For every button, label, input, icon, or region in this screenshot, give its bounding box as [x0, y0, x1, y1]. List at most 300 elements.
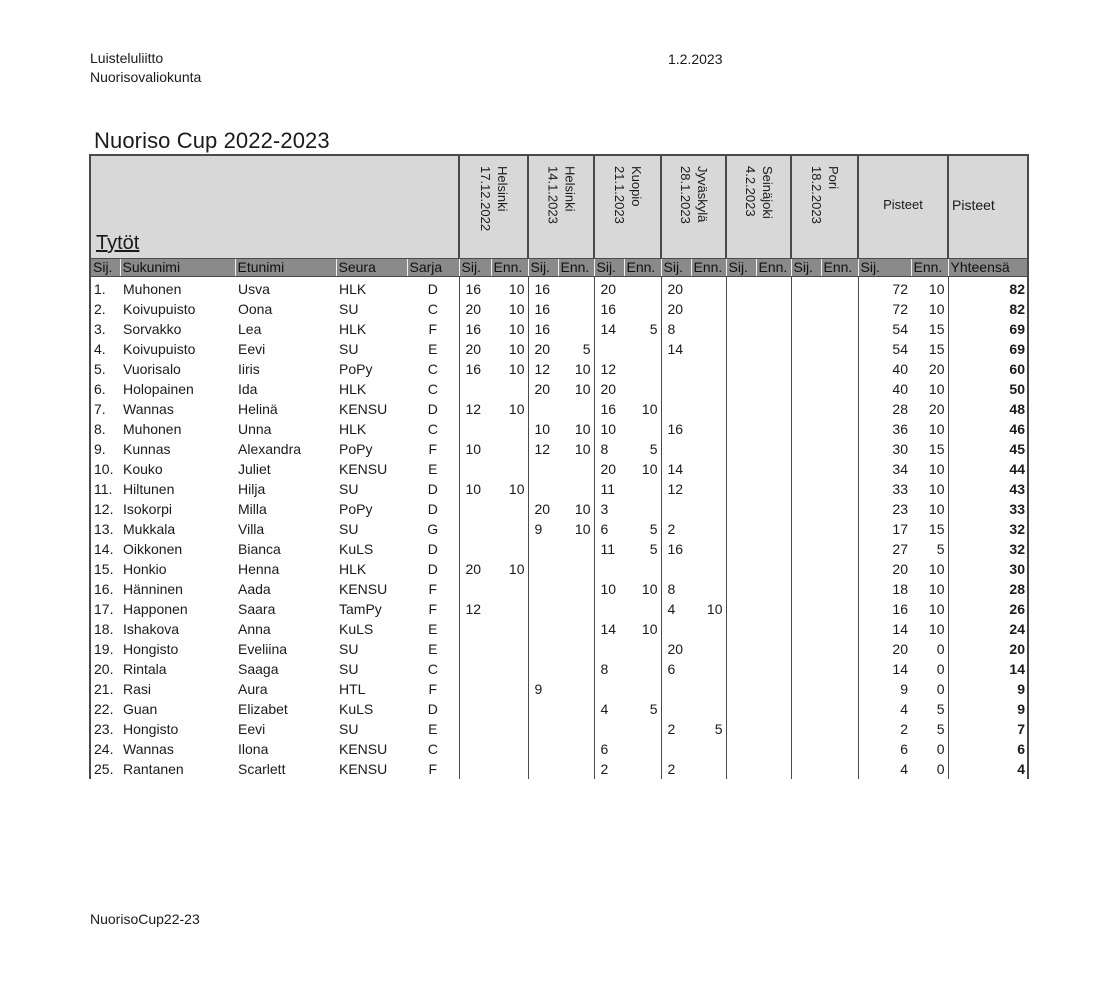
competition-city: Jyväskylä [695, 166, 710, 223]
rank-cell: 23. [90, 719, 120, 739]
participation-points-cell [821, 319, 858, 339]
points-enn-cell: 10 [928, 561, 945, 577]
points-sij-cell: 30 [858, 439, 911, 459]
placement-points-cell [726, 479, 756, 499]
total-points-cell: 28 [948, 579, 1028, 599]
series-cell: D [427, 501, 438, 517]
placement-points-cell [791, 339, 821, 359]
page-title: Nuoriso Cup 2022-2023 [94, 128, 330, 153]
firstname-cell: Eevi [238, 721, 266, 737]
club-cell: TamPy [339, 601, 382, 617]
col-series: Sarja [407, 259, 459, 277]
series-cell: G [427, 521, 439, 537]
participation-points-cell [821, 679, 858, 699]
placement-points-cell [594, 559, 624, 579]
participation-points-cell: 10 [641, 581, 658, 597]
club-cell: HLK [339, 561, 367, 577]
participation-points-cell [821, 459, 858, 479]
table-row [90, 739, 1028, 759]
participation-points-cell [691, 479, 726, 499]
participation-points-cell [821, 379, 858, 399]
points-enn-cell: 10 [928, 581, 945, 597]
table-row [90, 439, 1028, 459]
series-cell: D [427, 561, 438, 577]
col-surname: Sukunimi [120, 259, 235, 277]
participation-points-cell [821, 419, 858, 439]
table-row [90, 359, 1028, 379]
rank-cell: 14. [90, 539, 120, 559]
total-points-cell: 26 [948, 599, 1028, 619]
participation-points-cell: 5 [649, 521, 658, 537]
col-enn: Enn. [558, 259, 594, 277]
surname-cell: Rantanen [123, 761, 184, 777]
points-enn-cell: 10 [928, 601, 945, 617]
participation-points-cell [691, 519, 726, 539]
participation-points-cell [821, 277, 858, 300]
participation-points-cell: 5 [714, 721, 723, 737]
participation-points-cell [558, 579, 594, 599]
points-enn-cell: 10 [928, 621, 945, 637]
participation-points-cell [691, 319, 726, 339]
points-header: Pisteet [858, 155, 948, 259]
participation-points-cell [756, 759, 791, 779]
points-sij-cell: 18 [858, 579, 911, 599]
table-row [90, 319, 1028, 339]
placement-points-cell [726, 359, 756, 379]
firstname-cell: Saaga [238, 661, 279, 677]
col-sij: Sij. [594, 259, 624, 277]
firstname-cell: Ilona [238, 741, 269, 757]
placement-points-cell [726, 419, 756, 439]
participation-points-cell [756, 579, 791, 599]
points-sij-cell: 6 [858, 739, 911, 759]
participation-points-cell [691, 559, 726, 579]
participation-points-cell [558, 619, 594, 639]
placement-points-cell [791, 479, 821, 499]
surname-cell: Muhonen [123, 421, 182, 437]
placement-points-cell [459, 459, 491, 479]
surname-cell: Koivupuisto [123, 301, 196, 317]
placement-points-cell: 2 [661, 719, 691, 739]
results-table [89, 154, 1029, 779]
series-cell: E [428, 641, 438, 657]
participation-points-cell: 5 [649, 541, 658, 557]
total-points-cell: 9 [948, 699, 1028, 719]
rank-cell: 19. [90, 639, 120, 659]
placement-points-cell [791, 679, 821, 699]
total-points-cell: 14 [948, 659, 1028, 679]
total-points-cell: 46 [948, 419, 1028, 439]
participation-points-cell [821, 719, 858, 739]
points-sij-cell: 40 [858, 359, 911, 379]
placement-points-cell: 6 [594, 519, 624, 539]
surname-cell: Isokorpi [123, 501, 173, 517]
participation-points-cell [558, 719, 594, 739]
placement-points-cell [726, 679, 756, 699]
participation-points-cell [691, 539, 726, 559]
participation-points-cell [821, 439, 858, 459]
placement-points-cell [661, 559, 691, 579]
series-cell: C [427, 381, 438, 397]
participation-points-cell [491, 579, 528, 599]
total-points-cell: 24 [948, 619, 1028, 639]
placement-points-cell [528, 599, 558, 619]
placement-points-cell: 16 [459, 359, 491, 379]
participation-points-cell: 5 [649, 441, 658, 457]
org-committee: Nuorisovaliokunta [90, 69, 202, 85]
competition-header [661, 155, 726, 259]
firstname-cell: Usva [238, 281, 270, 297]
placement-points-cell [791, 399, 821, 419]
placement-points-cell: 20 [661, 639, 691, 659]
surname-cell: Rintala [123, 661, 167, 677]
participation-points-cell [491, 519, 528, 539]
participation-points-cell [624, 379, 661, 399]
participation-points-cell [691, 699, 726, 719]
participation-points-cell [558, 659, 594, 679]
placement-points-cell: 16 [594, 399, 624, 419]
club-cell: KENSU [339, 581, 388, 597]
points-sij-cell: 14 [858, 659, 911, 679]
participation-points-cell [491, 699, 528, 719]
total-points-cell: 45 [948, 439, 1028, 459]
rank-cell: 10. [90, 459, 120, 479]
surname-cell: Ishakova [123, 621, 180, 637]
table-row [90, 559, 1028, 579]
table-row [90, 719, 1028, 739]
placement-points-cell [459, 619, 491, 639]
participation-points-cell [691, 619, 726, 639]
placement-points-cell [726, 579, 756, 599]
participation-points-cell [756, 479, 791, 499]
points-enn-cell: 10 [928, 481, 945, 497]
placement-points-cell [726, 699, 756, 719]
placement-points-cell: 2 [661, 519, 691, 539]
placement-points-cell [791, 739, 821, 759]
rank-cell: 6. [90, 379, 120, 399]
col-sij: Sij. [459, 259, 491, 277]
col-enn: Enn. [691, 259, 726, 277]
placement-points-cell [528, 579, 558, 599]
participation-points-cell [691, 459, 726, 479]
participation-points-cell [756, 379, 791, 399]
participation-points-cell [624, 277, 661, 300]
placement-points-cell [726, 559, 756, 579]
series-cell: E [428, 341, 438, 357]
rank-cell: 11. [90, 479, 120, 499]
participation-points-cell [491, 639, 528, 659]
participation-points-cell [624, 759, 661, 779]
total-points-cell: 44 [948, 459, 1028, 479]
placement-points-cell: 8 [594, 439, 624, 459]
placement-points-cell [726, 339, 756, 359]
participation-points-cell [756, 619, 791, 639]
points-sij-cell: 27 [858, 539, 911, 559]
rank-cell: 18. [90, 619, 120, 639]
participation-points-cell [691, 659, 726, 679]
col-sij: Sij. [528, 259, 558, 277]
placement-points-cell: 8 [661, 319, 691, 339]
participation-points-cell: 10 [508, 561, 525, 577]
club-cell: KENSU [339, 761, 388, 777]
club-cell: SU [339, 341, 359, 357]
surname-cell: Happonen [123, 601, 188, 617]
total-points-cell: 48 [948, 399, 1028, 419]
placement-points-cell [459, 739, 491, 759]
results-body [90, 277, 1028, 780]
participation-points-cell [624, 739, 661, 759]
placement-points-cell [791, 277, 821, 300]
surname-cell: Hänninen [123, 581, 183, 597]
placement-points-cell [661, 739, 691, 759]
rank-cell: 21. [90, 679, 120, 699]
points-sij-cell: 33 [858, 479, 911, 499]
placement-points-cell [661, 699, 691, 719]
participation-points-cell [821, 599, 858, 619]
document-date: 1.2.2023 [668, 51, 723, 67]
surname-cell: Wannas [123, 401, 174, 417]
participation-points-cell [624, 559, 661, 579]
firstname-cell: Scarlett [238, 761, 286, 777]
points-enn-cell: 10 [928, 421, 945, 437]
total-points-cell: 43 [948, 479, 1028, 499]
participation-points-cell [491, 419, 528, 439]
series-cell: F [428, 441, 438, 457]
points-enn-cell: 15 [928, 341, 945, 357]
placement-points-cell [726, 319, 756, 339]
placement-points-cell: 11 [594, 479, 624, 499]
participation-points-cell: 10 [508, 281, 525, 297]
series-cell: C [427, 421, 438, 437]
table-row [90, 679, 1028, 699]
total-points-cell: 50 [948, 379, 1028, 399]
placement-points-cell: 11 [594, 539, 624, 559]
col-sij: Sij. [661, 259, 691, 277]
surname-cell: Vuorisalo [123, 361, 181, 377]
points-sij-cell: 20 [858, 639, 911, 659]
surname-cell: Guan [123, 701, 158, 717]
surname-cell: Oikkonen [123, 541, 183, 557]
table-row [90, 299, 1028, 319]
placement-points-cell [791, 619, 821, 639]
club-cell: SU [339, 721, 359, 737]
placement-points-cell [528, 639, 558, 659]
placement-points-cell: 14 [594, 319, 624, 339]
placement-points-cell [528, 459, 558, 479]
placement-points-cell: 12 [459, 599, 491, 619]
placement-points-cell [661, 379, 691, 399]
surname-cell: Muhonen [123, 281, 182, 297]
placement-points-cell: 16 [459, 319, 491, 339]
surname-cell: Holopainen [123, 381, 194, 397]
competition-date: 21.1.2023 [612, 166, 627, 224]
rank-cell: 24. [90, 739, 120, 759]
participation-points-cell [691, 739, 726, 759]
organization-heading [90, 49, 201, 87]
placement-points-cell: 16 [661, 419, 691, 439]
rank-cell: 4. [90, 339, 120, 359]
points-sij-cell: 54 [858, 339, 911, 359]
participation-points-cell [558, 479, 594, 499]
participation-points-cell [691, 399, 726, 419]
table-row [90, 419, 1028, 439]
series-cell: D [427, 481, 438, 497]
participation-points-cell [624, 299, 661, 319]
club-cell: KuLS [339, 621, 374, 637]
points-enn-cell: 0 [936, 741, 945, 757]
total-points-cell: 33 [948, 499, 1028, 519]
participation-points-cell: 10 [641, 401, 658, 417]
competition-city: Helsinki [562, 166, 578, 212]
col-enn: Enn. [821, 259, 858, 277]
participation-points-cell: 10 [706, 601, 723, 617]
total-points-cell: 4 [948, 759, 1028, 779]
club-cell: SU [339, 641, 359, 657]
points-enn-cell: 20 [928, 361, 945, 377]
total-points-cell: 32 [948, 519, 1028, 539]
points-enn-cell: 5 [936, 541, 945, 557]
club-cell: KuLS [339, 541, 374, 557]
points-enn-cell: 0 [936, 681, 945, 697]
participation-points-cell: 10 [574, 441, 591, 457]
placement-points-cell [594, 339, 624, 359]
placement-points-cell: 12 [528, 439, 558, 459]
participation-points-cell [624, 659, 661, 679]
points-enn-cell: 5 [936, 721, 945, 737]
participation-points-cell: 10 [508, 301, 525, 317]
total-points-cell: 82 [948, 299, 1028, 319]
competition-date: 14.1.2023 [545, 166, 561, 224]
table-row [90, 759, 1028, 779]
placement-points-cell: 4 [661, 599, 691, 619]
participation-points-cell [491, 439, 528, 459]
firstname-cell: Iiris [238, 361, 260, 377]
placement-points-cell: 14 [661, 459, 691, 479]
series-cell: F [428, 321, 438, 337]
competition-city: Pori [826, 166, 841, 190]
placement-points-cell [459, 679, 491, 699]
placement-points-cell [528, 759, 558, 779]
points-enn-cell: 10 [928, 461, 945, 477]
competition-header [726, 155, 791, 259]
competition-date: 17.12.2022 [478, 166, 493, 232]
placement-points-cell: 20 [594, 277, 624, 300]
table-row [90, 599, 1028, 619]
series-cell: F [428, 581, 438, 597]
participation-points-cell [756, 659, 791, 679]
table-row [90, 639, 1028, 659]
series-cell: F [428, 681, 438, 697]
participation-points-cell [821, 579, 858, 599]
total-points-cell: 30 [948, 559, 1028, 579]
participation-points-cell [558, 559, 594, 579]
participation-points-cell [756, 519, 791, 539]
participation-points-cell [491, 539, 528, 559]
participation-points-cell [491, 659, 528, 679]
participation-points-cell [491, 759, 528, 779]
placement-points-cell: 12 [459, 399, 491, 419]
placement-points-cell: 10 [594, 579, 624, 599]
placement-points-cell: 20 [528, 339, 558, 359]
club-cell: KENSU [339, 401, 388, 417]
participation-points-cell [821, 639, 858, 659]
col-firstname: Etunimi [235, 259, 336, 277]
participation-points-cell: 10 [508, 401, 525, 417]
participation-points-cell [821, 659, 858, 679]
placement-points-cell [726, 639, 756, 659]
club-cell: HLK [339, 421, 367, 437]
series-cell: E [428, 621, 438, 637]
placement-points-cell [594, 599, 624, 619]
rank-cell: 13. [90, 519, 120, 539]
participation-points-cell [558, 299, 594, 319]
participation-points-cell [821, 519, 858, 539]
placement-points-cell [791, 559, 821, 579]
placement-points-cell: 16 [661, 539, 691, 559]
placement-points-cell [791, 359, 821, 379]
placement-points-cell [459, 719, 491, 739]
table-row [90, 579, 1028, 599]
points-enn-cell: 20 [928, 401, 945, 417]
placement-points-cell: 20 [459, 559, 491, 579]
participation-points-cell [558, 679, 594, 699]
participation-points-cell [691, 759, 726, 779]
rank-cell: 17. [90, 599, 120, 619]
series-cell: E [428, 461, 438, 477]
participation-points-cell [624, 419, 661, 439]
participation-points-cell [624, 679, 661, 699]
surname-cell: Hongisto [123, 641, 179, 657]
placement-points-cell [661, 679, 691, 699]
participation-points-cell [558, 319, 594, 339]
points-enn-cell: 10 [928, 501, 945, 517]
series-cell: D [427, 701, 438, 717]
placement-points-cell [459, 759, 491, 779]
participation-points-cell: 10 [508, 361, 525, 377]
placement-points-cell: 2 [594, 759, 624, 779]
surname-cell: Wannas [123, 741, 174, 757]
participation-points-cell [821, 399, 858, 419]
placement-points-cell [726, 499, 756, 519]
placement-points-cell: 10 [459, 479, 491, 499]
series-cell: C [427, 301, 438, 317]
surname-cell: Kunnas [123, 441, 171, 457]
club-cell: KENSU [339, 741, 388, 757]
firstname-cell: Lea [238, 321, 262, 337]
placement-points-cell: 20 [528, 499, 558, 519]
competition-city: Kuopio [629, 166, 644, 207]
placement-points-cell: 8 [661, 579, 691, 599]
participation-points-cell [756, 359, 791, 379]
participation-points-cell [491, 619, 528, 639]
participation-points-cell [558, 539, 594, 559]
points-sij-cell: 4 [858, 699, 911, 719]
firstname-cell: Aura [238, 681, 268, 697]
points-sij-cell: 72 [858, 277, 911, 300]
points-enn-cell: 0 [936, 641, 945, 657]
surname-cell: Sorvakko [123, 321, 182, 337]
placement-points-cell: 14 [661, 339, 691, 359]
participation-points-cell [558, 699, 594, 719]
placement-points-cell [726, 399, 756, 419]
participation-points-cell [756, 319, 791, 339]
surname-cell: Hongisto [123, 721, 179, 737]
participation-points-cell [624, 599, 661, 619]
placement-points-cell [791, 499, 821, 519]
placement-points-cell: 6 [661, 659, 691, 679]
firstname-cell: Bianca [238, 541, 281, 557]
participation-points-cell [691, 499, 726, 519]
